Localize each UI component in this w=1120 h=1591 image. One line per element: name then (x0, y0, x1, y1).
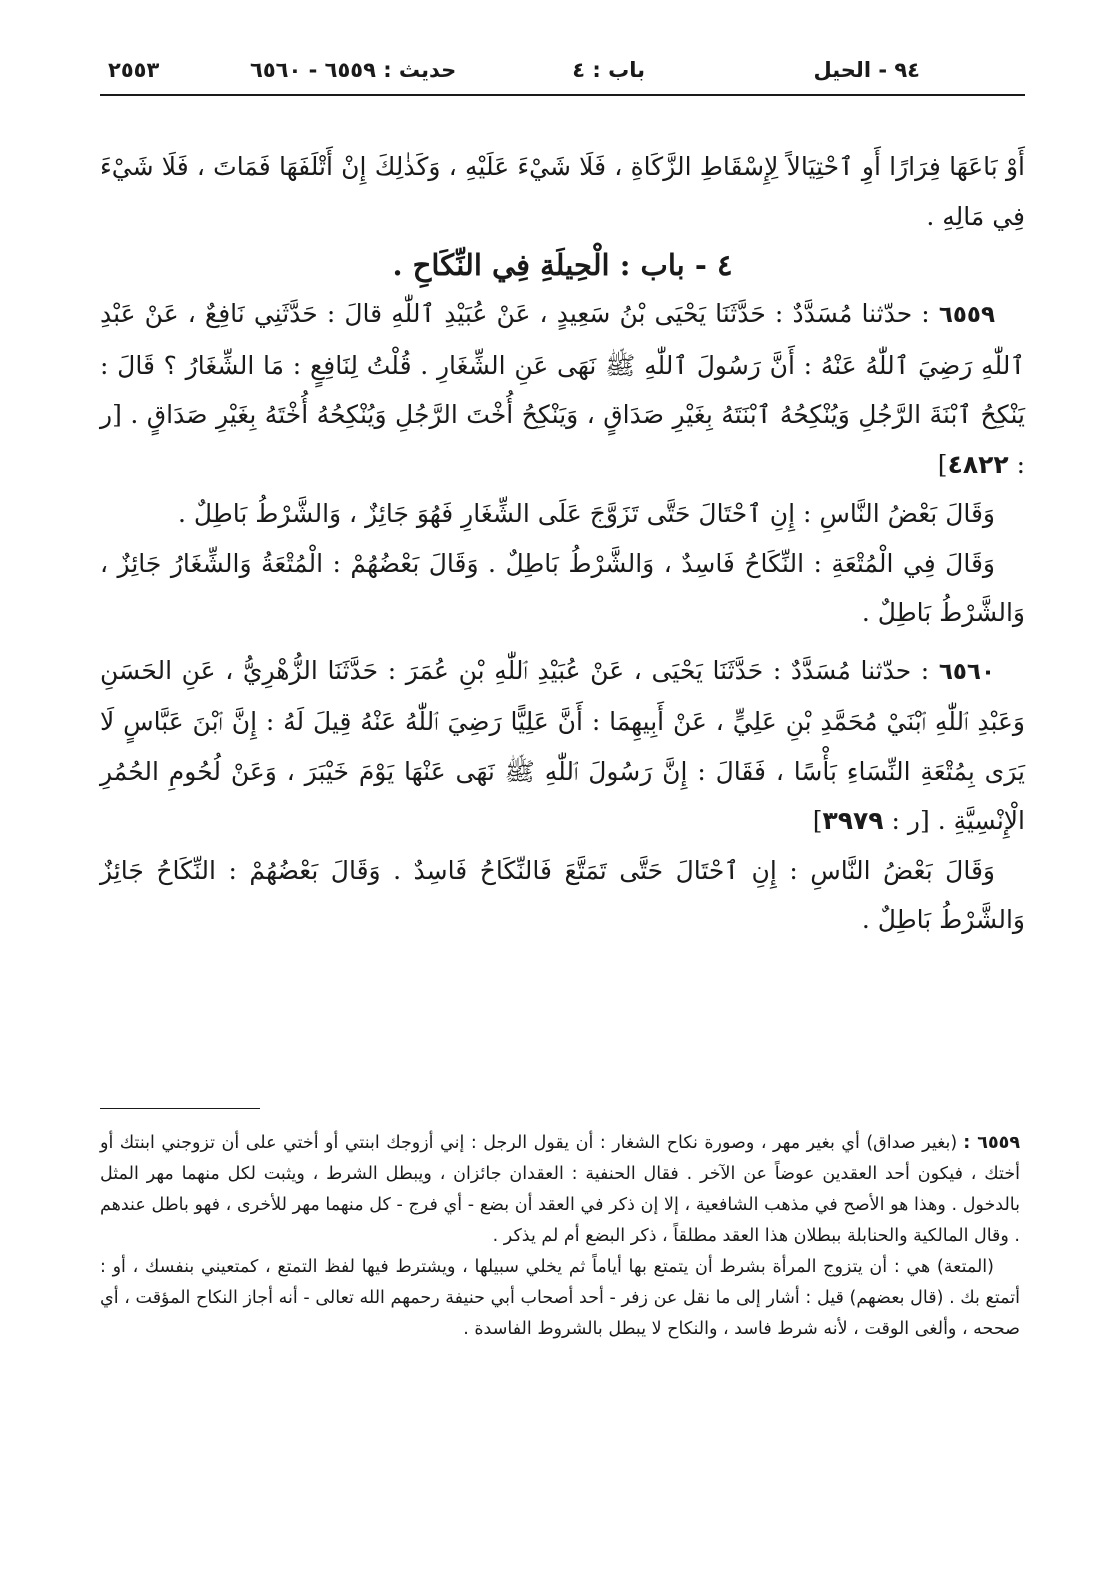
reference-number: ٣٩٧٩ (822, 806, 884, 835)
running-header (100, 50, 1025, 90)
reference-number: ٤٨٢٢ (947, 449, 1009, 479)
footnote-number: ٦٥٥٩ : (963, 1133, 1021, 1153)
hadith-text: : حدّثنا مُسَدَّدٌ : حَدَّثَنَا يَحْيَى ، عَنْ عُبَيْدِ ٱللّٰهِ بْنِ عُمَرَ : حَدَّثَنَا الزُّهْرِيُّ ، عَنِ الحَسَنِ وَعَبْدِ ٱللّٰهِ ٱبْنَيْ مُحَمَّدِ بْنِ عَلِيٍّ ، عَنْ أَبِيهِمَا : أَنَّ عَلِيًّا رَضِيَ ٱللّٰهُ عَنْهُ قِيلَ لَهُ : إِنَّ ٱبْنَ عَبَّاسٍ لَا يَرَى بِمُتْعَةِ النِّسَاءِ بَأْسًا ، فَقَالَ : إِنَّ رَسُولَ ٱللّٰهِ ﷺ نَهَى عَنْهَا يَوْمَ خَيْبَرَ ، وَعَنْ لُحُومِ الحُمُرِ الْإِنْسِيَّةِ . (100, 655, 1025, 835)
hadith-6559-comment-2: وَقَالَ فِي الْمُتْعَةِ : النِّكَاحُ فَاسِدٌ ، وَالشَّرْطُ بَاطِلٌ . وَقَالَ بَعْضُهُمْ : الْمُتْعَةُ وَالشِّغَارُ جَائِزٌ ، وَالشَّرْطُ بَاطِلٌ . (100, 548, 1025, 627)
hadith-number: ٦٥٥٩ (938, 302, 995, 328)
footnote-divider (100, 1108, 260, 1109)
hadith-range: حديث : ٦٥٥٩ - ٦٥٦٠ (250, 58, 457, 82)
book-title: ٩٤ - الحيل (813, 58, 920, 82)
footnotes (100, 1128, 1020, 1345)
page (100, 50, 1025, 945)
main-text (100, 142, 1025, 945)
chapter-title: ٤ - باب : الْحِيلَةِ فِي النِّكَاحِ . (392, 248, 733, 282)
page-number: ٢٥٥٣ (108, 58, 160, 82)
hadith-6559 (100, 289, 1025, 489)
footnote-6559 (100, 1128, 1020, 1252)
cross-reference: [ر : ٣٩٧٩] (812, 806, 930, 835)
cross-reference: [ر : ٤٨٢٢] (100, 400, 1025, 479)
hadith-text: : حدّثنا مُسَدَّدٌ : حَدَّثَنَا يَحْيَى بْنُ سَعِيدٍ ، عَنْ عُبَيْدِ ٱللّٰهِ قالَ : حَدَّثَنِي نَافِعٌ ، عَنْ عَبْدِ ٱللّٰهِ رَضِيَ ٱللّٰهُ عَنْهُ : أَنَّ رَسُولَ ٱللّٰهِ ﷺ نَهَى عَنِ الشِّغَارِ . قُلْتُ لِنَافِعٍ : مَا الشِّغَارُ ؟ قَالَ : يَنْكِحُ ٱبْنَةَ الرَّجُلِ وَيُنْكِحُهُ ٱبْنَتَهُ بِغَيْرِ صَدَاقٍ ، وَيَنْكِحُ أُخْتَ الرَّجُلِ وَيُنْكِحُهُ أُخْتَهُ بِغَيْرِ صَدَاقٍ . (100, 299, 1026, 429)
hadith-6560 (100, 646, 1025, 846)
hadith-number: ٦٥٦٠ (938, 658, 995, 685)
footnote-mutah: (المتعة) هي : أن يتزوج المرأة بشرط أن يتمتع بها أياماً ثم يخلي سبيلها ، ويشترط فيها لفظ التمتع ، كمتعيني بنفسك ، أو : أتمتع بك . (قال بعضهم) قيل : أشار إلى ما نقل عن زفر - أحد أصحاب أبي حنيفة رحمهم الله تعالى - أنه أجاز النكاح المؤقت ، أي صححه ، وألغى الوقت ، لأنه شرط فاسد ، والنكاح لا يبطل بالشروط الفاسدة . (100, 1257, 1020, 1339)
chapter-number: باب : ٤ (572, 58, 645, 82)
hadith-6560-comment: وَقَالَ بَعْضُ النَّاسِ : إِنِ ٱحْتَالَ حَتَّى تَمَتَّعَ فَالنِّكَاحُ فَاسِدٌ . وَقَالَ بَعْضُهُمْ : النِّكَاحُ جَائِزٌ وَالشَّرْطُ بَاطِلٌ . (100, 855, 1025, 934)
header-divider (100, 94, 1025, 96)
footnote-text: (بغير صداق) أي بغير مهر ، وصورة نكاح الشغار : أن يقول الرجل : إني أزوجك ابنتي أو أختي على أن تزوجني ابنتك أو أختك ، فيكون أحد العقدين عوضاً عن الآخر . فقال الحنفية : العقدان جائزان ، ويبطل الشرط ، ويثبت لكل منهما مهر المثل بالدخول . وهذا هو الأصح في مذهب الشافعية ، إلا إن ذكر في العقد أن بضع - أي فرج - كل منهما مهر للأخرى ، فهو باطل عندهم . وقال المالكية والحنابلة ببطلان هذا العقد مطلقاً ، ذكر البضع أم لم يذكر . (100, 1133, 1020, 1246)
hadith-6559-comment-1: وَقَالَ بَعْضُ النَّاسِ : إِنِ ٱحْتَالَ حَتَّى تَزَوَّجَ عَلَى الشِّغَارِ فَهُوَ جَائِزٌ ، وَالشَّرْطُ بَاطِلٌ . (178, 499, 995, 528)
continuation-paragraph: أَوْ بَاعَهَا فِرَارًا أَوِ ٱحْتِيَالاً لِإِسْقَاطِ الزَّكَاةِ ، فَلَا شَيْءَ عَلَيْهِ ، وَكَذٰلِكَ إِنْ أَتْلَفَهَا فَمَاتَ ، فَلَا شَيْءَ فِي مَالِهِ . (100, 152, 1025, 231)
